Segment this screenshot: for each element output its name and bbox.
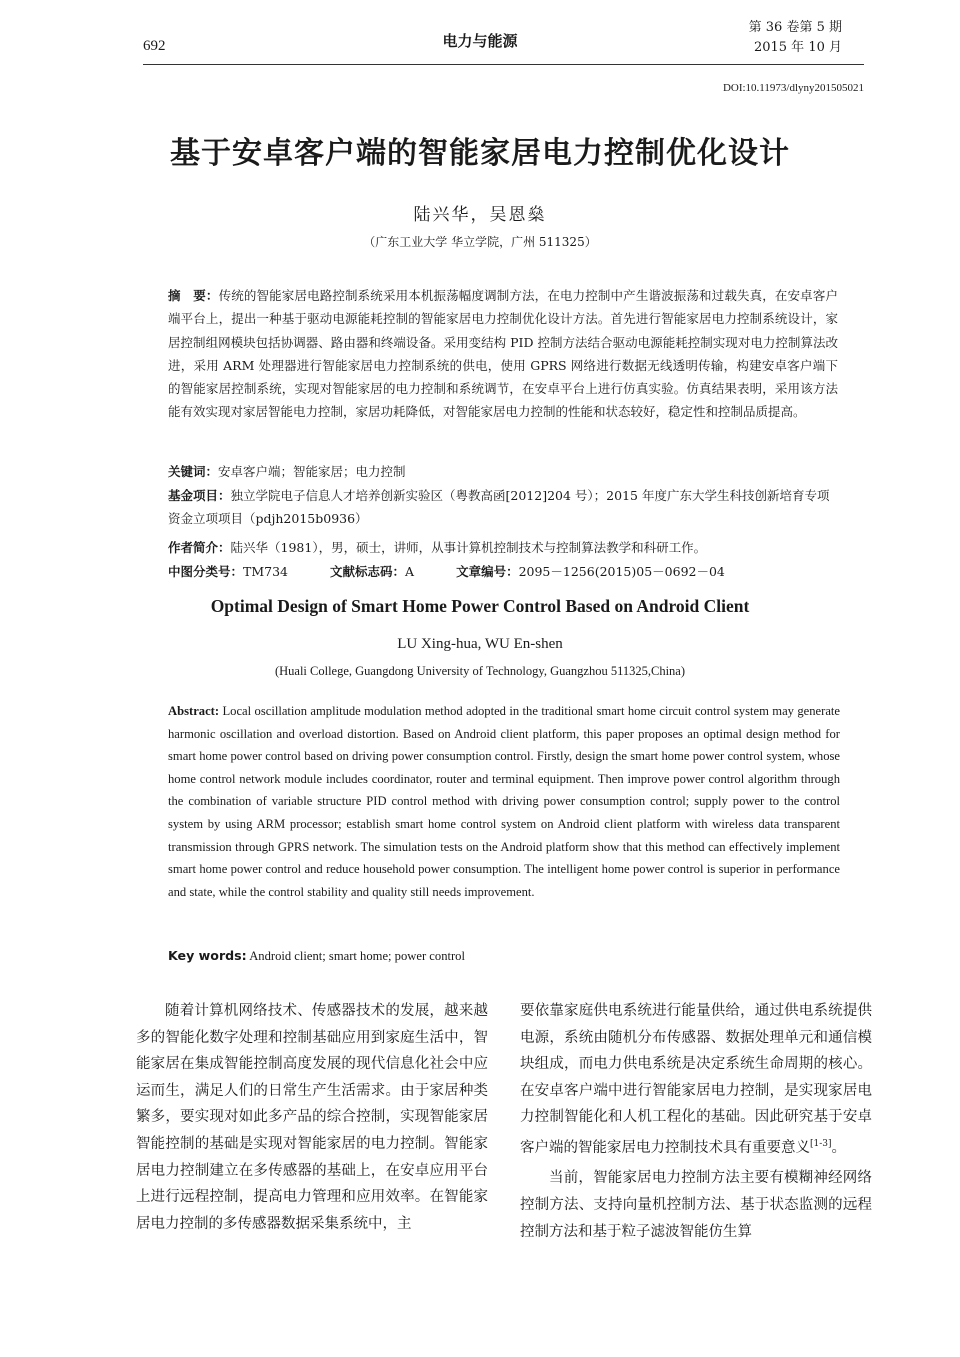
publication-date: 2015 年 10 月 xyxy=(753,40,842,55)
author-bio xyxy=(168,536,838,559)
author-bio-label: 作者简介： xyxy=(168,540,231,555)
body-paragraph-methods: 当前，智能家居电力控制方法主要有模糊神经网络控制方法、支持向量机控制方法、基于状态监测的远程控制方法和基于粒子滤波智能仿生算 xyxy=(520,1170,872,1240)
affiliation-english: (Huali College, Guangdong University of Technology, Guangzhou 511325,China) xyxy=(274,664,686,678)
page-number: 692 xyxy=(143,38,166,54)
abstract-en-text: Local oscillation amplitude modulation method adopted in the traditional smart home circuit control system may generate harmonic oscillation and overload distortion. Based on Android client platform, this paper proposes an optimal design method for smart home power control based on driving power consumption control. Firstly, design the smart home power control system, whose home control network module includes coordinator, router and terminal equipment. Then improve power control algorithm through the combination of variable structure PID control method with driving power consumption control; supply power to the control system by using ARM processor; establish smart home control system on Android client platform with wireless data transparent transmission through GPRS network. The simulation tests on the Android platform show that this method can effectively implement smart home power control and reduce household power consumption. The intelligent home power control is superior in performance and state, while the control stability and quality still needs improvement. xyxy=(168,704,840,899)
doc-code-value: A xyxy=(405,564,415,579)
affiliation-chinese: （广东工业大学 华立学院，广州 511325） xyxy=(363,235,597,249)
body-column-left xyxy=(136,998,488,1237)
authors-chinese: 陆兴华，吴恩燊 xyxy=(413,205,547,225)
keywords-en-text: Android client; smart home; power control xyxy=(249,949,465,963)
abstract-chinese xyxy=(168,284,838,424)
body-column-right xyxy=(520,998,872,1245)
title-english: Optimal Design of Smart Home Power Control Based on Android Client xyxy=(210,596,750,616)
author-bio-text: 陆兴华（1981），男，硕士，讲师，从事计算机控制技术与控制算法教学和科研工作。 xyxy=(230,540,707,555)
funding-text: 独立学院电子信息人才培养创新实验区（粤教高函[2012]204 号）；2015 年度广东大学生科技创新培育专项资金立项项目（pdjh2015b0936） xyxy=(168,488,830,526)
body-continued-text: 要依靠家庭供电系统进行能量供给，通过供电系统提供电源，系统由随机分布传感器、数据处理单元和通信模块组成，而电力供电系统是决定系统生命周期的核心。在安卓客户端中进行智能家居电力控制，是实现家居电力控制智能化和人机工程化的基础。因此研究基于安卓客户端的智能家居电力控制技术具有重要意义 xyxy=(520,1003,872,1156)
abstract-en-label: Abstract: xyxy=(168,704,220,718)
keywords-chinese xyxy=(168,460,838,483)
volume-issue: 第 36 卷第 5 期 xyxy=(748,20,842,35)
body-paragraph-continued xyxy=(520,998,872,1161)
doi: DOI:10.11973/dlyny201505021 xyxy=(722,82,864,94)
body-continued-end: 。 xyxy=(831,1139,847,1156)
funding xyxy=(168,484,838,530)
keywords-english xyxy=(168,948,465,964)
doc-code-label: 文献标志码： xyxy=(330,564,406,579)
title-chinese: 基于安卓客户端的智能家居电力控制优化设计 xyxy=(170,136,790,171)
clc-label: 中图分类号： xyxy=(168,564,244,579)
abstract-cn-text: 传统的智能家居电路控制系统采用本机振荡幅度调制方法，在电力控制中产生谐波振荡和过载失真，在安卓客户端平台上，提出一种基于驱动电源能耗控制的智能家居电力控制优化设计方法。首先进行智能家居电力控制系统设计，家居控制组网模块包括协调器、路由器和终端设备。采用变结构 PID 控制方法结合驱动电源能耗控制实现对电力控制算法改进，采用 ARM 处理器进行智能家居电力控制系统的供电，使用 GPRS 网络进行数据无线透明传输，构建安卓客户端下的智能家居控制系统，实现对智能家居的电力控制和系统调节，在安卓平台上进行仿真实验。仿真结果表明，采用该方法能有效实现对家居智能电力控制，家居功耗降低，对智能家居电力控制的性能和状态较好，稳定性和控制品质提高。 xyxy=(168,288,838,420)
body-paragraph-intro: 随着计算机网络技术、传感器技术的发展，越来越多的智能化数字处理和控制基础应用到家庭生活中，智能家居在集成智能控制高度发展的现代信息化社会中应运而生，满足人们的日常生产生活需求。由于家居种类繁多，要实现对如此多产品的综合控制，实现智能家居智能控制的基础是实现对智能家居的电力控制。智能家居电力控制建立在多传感器的基础上，在安卓应用平台上进行远程控制，提高电力管理和应用效率。在智能家居电力控制的多传感器数据采集系统中，主 xyxy=(136,1003,488,1232)
keywords-en-label: Key words: xyxy=(168,948,247,963)
reference-citation: [1-3] xyxy=(810,1138,832,1149)
article-no-value: 2095－1256(2015)05－0692－04 xyxy=(518,564,725,579)
article-no-label: 文章编号： xyxy=(456,564,519,579)
volume-issue-block xyxy=(749,18,842,58)
abstract-english xyxy=(168,700,840,903)
keywords-cn-label: 关键词： xyxy=(168,464,219,479)
classification-line xyxy=(168,560,838,583)
keywords-cn-text: 安卓客户端；智能家居；电力控制 xyxy=(218,464,406,479)
funding-label: 基金项目： xyxy=(168,488,231,503)
journal-name: 电力与能源 xyxy=(442,32,518,50)
authors-english: LU Xing-hua, WU En-shen xyxy=(397,636,563,652)
header-rule xyxy=(143,64,864,65)
abstract-cn-label: 摘 要： xyxy=(168,288,219,303)
clc-value: TM734 xyxy=(243,564,289,579)
